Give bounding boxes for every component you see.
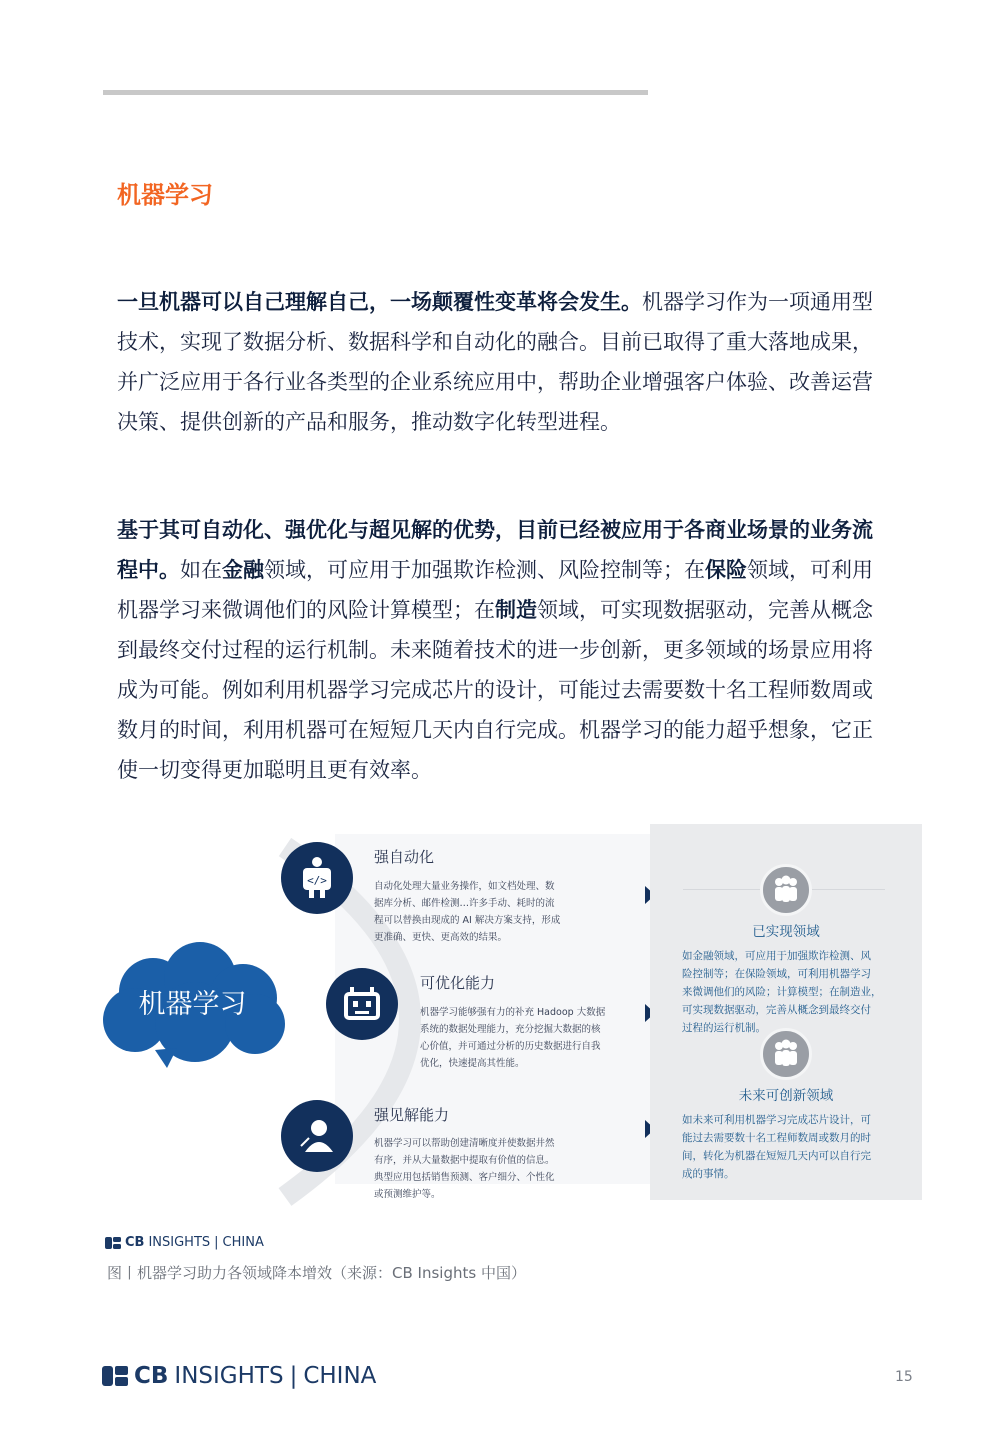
applications-text-2: 领域，可应用于加强欺诈检测、风险控制等；在 [264,558,705,582]
panel-desc-line: 可实现数据驱动，完善从概念到最终交付 [682,1004,871,1016]
brand-insights: INSIGHTS [148,1235,211,1250]
keyword-insurance: 保险 [705,558,747,582]
cbinsights-logo-icon [102,1366,128,1386]
panel-desc-line: 如金融领域，可应用于加强欺诈检测、风 [682,950,871,962]
panel-desc-line: 如未来可利用机器学习完成芯片设计，可 [682,1114,871,1126]
brand-cb: CB [134,1363,169,1389]
feature-title: 可优化能力 [420,974,496,992]
applications-text-1: 如在 [180,558,222,582]
applications-text-3: 领域，可利用机器学习来微调他们的风险计算模型；在 [117,558,873,622]
feature-desc-line: 优化，快速提高其性能。 [420,1058,525,1069]
feature-title: 强自动化 [374,848,435,866]
insight-person-icon [281,1100,353,1172]
panel-desc [682,1111,900,1183]
ml-figure [95,822,925,1202]
page-number: 15 [895,1369,913,1385]
robot-icon [326,968,398,1040]
feature-desc-line: 或预测维护等。 [374,1189,441,1200]
feature-desc-line: 有序，并从大量数据中提取有价值的信息。 [374,1155,555,1166]
feature-desc-line: 机器学习可以帮助创建清晰度并使数据井然 [374,1138,555,1149]
brand-divider: | [214,1235,219,1250]
feature-desc-line: 心价值，并可通过分析的历史数据进行自我 [420,1041,601,1052]
people-icon [760,1028,812,1080]
feature-desc [374,1135,555,1203]
feature-desc-line: 程可以替换由现成的 AI 解决方案支持，形成 [374,915,561,926]
intro-bold-lead: 一旦机器可以自己理解自己，一场颠覆性变革将会发生。 [117,290,642,314]
feature-desc-line: 更准确、更快、更高效的结果。 [374,932,508,943]
panel-title: 未来可创新领域 [738,1088,834,1104]
brand-divider: | [289,1363,298,1389]
brand-insights: INSIGHTS [174,1363,284,1389]
figure-caption: 图丨机器学习助力各领域降本增效（来源：CB Insights 中国） [107,1264,526,1282]
brand-cb: CB [125,1235,145,1250]
feature-desc [374,878,560,946]
intro-body: 机器学习作为一项通用型技术，实现了数据分析、数据科学和自动化的融合。目前已取得了重大落地成果，并广泛应用于各行业各类型的企业系统应用中，帮助企业增强客户体验、改善运营决策、提供创新的产品和服务，推动数字化转型进程。 [117,290,873,434]
panel-desc-line: 过程的运行机制。 [682,1022,766,1034]
brand-china: CHINA [222,1235,264,1250]
panel-title: 已实现领域 [752,924,820,940]
applications-paragraph [117,510,892,790]
keyword-finance: 金融 [222,558,264,582]
keyword-manufacturing: 制造 [495,598,537,622]
applications-bold-lead: 基于其可自动化、强优化与超见解的优势，目前已经被应用于各商业场景的业务流程中。 [117,518,873,582]
panel-desc-line: 来微调他们的风险；计算模型；在制造业， [682,986,882,998]
section-title: 机器学习 [117,181,213,209]
cbinsights-logo-small [105,1235,264,1250]
feature-desc-line: 系统的数据处理能力，充分挖掘大数据的核 [420,1024,601,1035]
cbinsights-logo-icon [105,1237,121,1249]
feature-desc [420,1004,605,1072]
top-divider [103,90,648,95]
svg-text:</>: </> [307,874,327,887]
people-icon [760,864,812,916]
applications-text-4: 领域，可实现数据驱动，完善从概念到最终交付过程的运行机制。未来随着技术的进一步创新，更多领域的场景应用将成为可能。例如利用机器学习完成芯片的设计，可能过去需要数十名工程师数周或数月的时间，利用机器可在短短几天内自行完成。机器学习的能力超乎想象，它正使一切变得更加聪明且更有效率。 [117,598,873,782]
feature-title: 强见解能力 [374,1106,450,1124]
robot-code-icon [281,842,353,914]
panel-desc-line: 能过去需要数十名工程师数周或数月的时 [682,1132,871,1144]
cbinsights-logo-footer [102,1363,376,1389]
feature-desc-line: 自动化处理大量业务操作，如文档处理、数 [374,881,555,892]
feature-desc-line: 机器学习能够强有力的补充 Hadoop 大数据 [420,1007,606,1018]
feature-desc-line: 典型应用包括销售预测、客户细分、个性化 [374,1172,555,1183]
feature-desc-line: 据库分析、邮件检测…许多手动、耗时的流 [374,898,555,909]
brand-china: CHINA [303,1363,377,1389]
panel-desc [682,947,900,1037]
cloud-label: 机器学习 [138,989,247,1020]
panel-desc-line: 险控制等；在保险领域，可利用机器学习 [682,968,871,980]
intro-paragraph [117,282,892,442]
panel-desc-line: 间，转化为机器在短短几天内可以自行完 [682,1150,871,1162]
panel-desc-line: 成的事情。 [682,1168,735,1180]
